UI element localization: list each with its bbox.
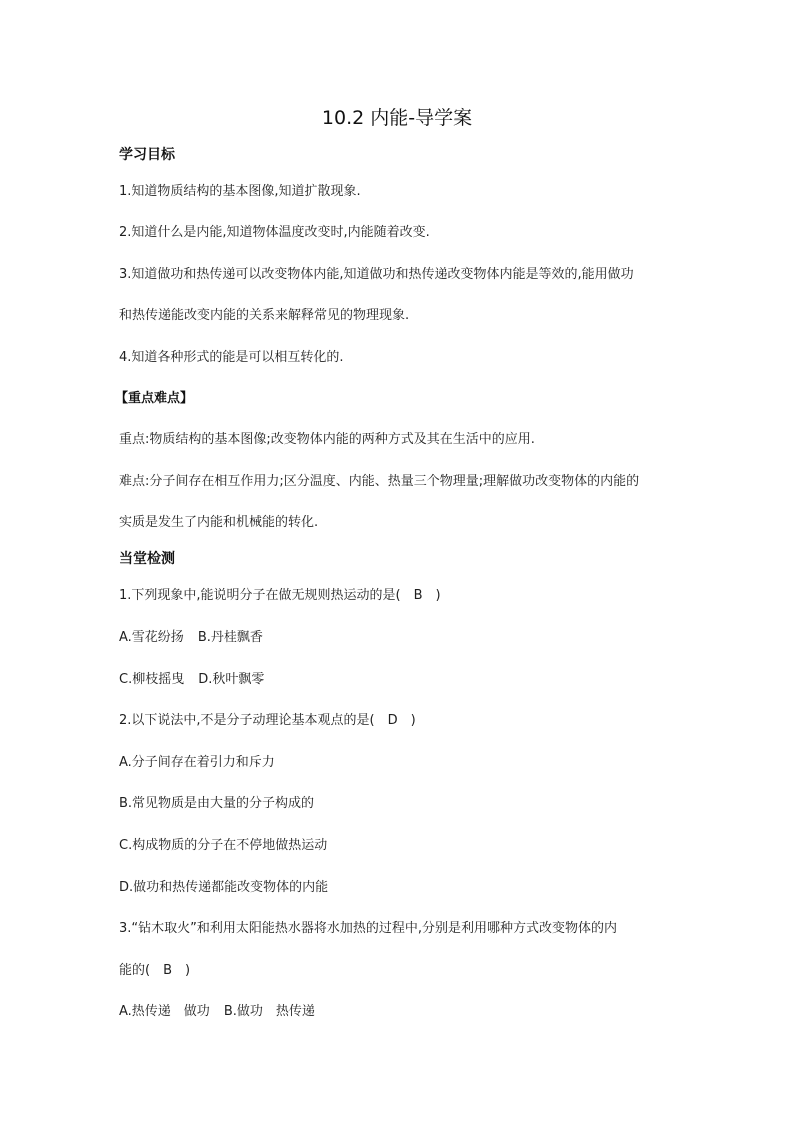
section-heading-learning-goals: 学习目标 [119,147,175,163]
question-3-stem: 3.“钻木取火”和利用太阳能热水器将水加热的过程中,分别是利用哪种方式改变物体的内 [119,921,618,936]
difficult-point-continued: 实质是发生了内能和机械能的转化. [119,515,319,530]
option-b: B.做功 热传递 [223,1004,315,1019]
question-2-option-d: D.做功和热传递都能改变物体的内能 [119,880,329,895]
question-1-options-ab [119,629,263,647]
question-3-options [119,1003,315,1021]
question-3-stem-continued: 能的( B ) [119,963,191,978]
option-a: A.热传递 做功 [119,1004,210,1019]
goal-item-4: 4.知道各种形式的能是可以相互转化的. [119,350,344,365]
goal-item-2: 2.知道什么是内能,知道物体温度改变时,内能随着改变. [119,225,430,240]
question-2-stem: 2.以下说法中,不是分子动理论基本观点的是( D ) [119,713,416,728]
page-title: 10.2 内能-导学案 [321,107,473,129]
difficult-point: 难点:分子间存在相互作用力;区分温度、内能、热量三个物理量;理解做功改变物体的内能的 [119,474,640,489]
option-a: A.雪花纷扬 [119,630,184,645]
key-point: 重点:物质结构的基本图像;改变物体内能的两种方式及其在生活中的应用. [119,432,535,447]
question-2-option-b: B.常见物质是由大量的分子构成的 [119,796,315,811]
goal-item-1: 1.知道物质结构的基本图像,知道扩散现象. [119,184,361,199]
option-b: B.丹桂飘香 [197,630,263,645]
section-heading-key-points: 【重点难点】 [115,391,194,406]
section-heading-quiz: 当堂检测 [119,551,175,567]
goal-item-3: 3.知道做功和热传递可以改变物体内能,知道做功和热传递改变物体内能是等效的,能用做功 [119,267,634,282]
question-1-stem: 1.下列现象中,能说明分子在做无规则热运动的是( B ) [119,588,441,603]
option-d: D.秋叶飘零 [198,672,265,687]
question-2-option-c: C.构成物质的分子在不停地做热运动 [119,838,328,853]
question-1-options-cd [119,671,264,689]
goal-item-3-continued: 和热传递能改变内能的关系来解释常见的物理现象. [119,308,410,323]
option-c: C.柳枝摇曳 [119,672,185,687]
question-2-option-a: A.分子间存在着引力和斥力 [119,755,275,770]
